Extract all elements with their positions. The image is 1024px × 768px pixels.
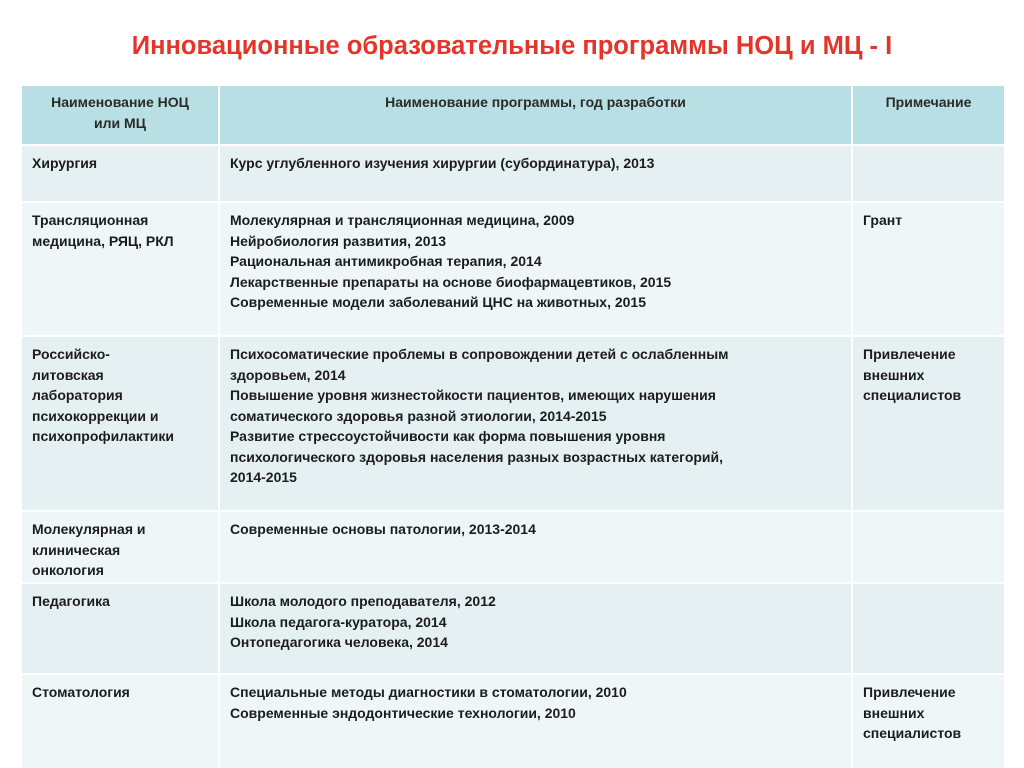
cell-programs xyxy=(219,202,852,336)
header-line: Примечание xyxy=(885,94,972,110)
cell-line: психопрофилактики xyxy=(32,428,175,444)
cell-note xyxy=(852,145,1005,202)
cell-programs xyxy=(219,674,852,768)
cell-center-name xyxy=(21,511,219,583)
cell-line: Хирургия xyxy=(32,155,98,171)
cell-line: специалистов xyxy=(863,387,962,403)
cell-line: Повышение уровня жизнестойкости пациентов, имеющих нарушения xyxy=(230,387,716,403)
header-center-name xyxy=(21,85,219,145)
cell-line: Нейробиология развития, 2013 xyxy=(230,232,447,249)
cell-line: психологического здоровья населения разных возрастных категорий, xyxy=(230,448,724,465)
cell-center-name xyxy=(21,674,219,768)
header-line: Наименование программы, год разработки xyxy=(385,94,686,110)
cell-line: внешних xyxy=(863,366,925,383)
cell-line: лаборатория xyxy=(32,387,123,403)
cell-note xyxy=(852,674,1005,768)
cell-line: Школа молодого преподавателя, 2012 xyxy=(230,593,496,609)
cell-line: Российско- xyxy=(32,346,110,362)
cell-line: Курс углубленного изучения хирургии (субординатура), 2013 xyxy=(230,155,655,171)
cell-line: специалистов xyxy=(863,725,962,741)
cell-note xyxy=(852,202,1005,336)
cell-line: Лекарственные препараты на основе биофармацевтиков, 2015 xyxy=(230,273,672,290)
table-row xyxy=(21,583,1005,674)
cell-center-name xyxy=(21,583,219,674)
cell-line: Педагогика xyxy=(32,593,110,609)
cell-line: Молекулярная и трансляционная медицина, 2009 xyxy=(230,212,575,228)
cell-line: Онтопедагогика человека, 2014 xyxy=(230,634,448,650)
cell-line: Стоматология xyxy=(32,684,130,700)
header-line: или МЦ xyxy=(94,115,146,131)
cell-programs xyxy=(219,336,852,511)
cell-line: Рациональная антимикробная терапия, 2014 xyxy=(230,253,542,269)
cell-line: Привлечение xyxy=(863,684,956,700)
cell-line: клиническая xyxy=(32,541,121,558)
cell-center-name xyxy=(21,336,219,511)
table-row xyxy=(21,145,1005,202)
cell-line: Школа педагога-куратора, 2014 xyxy=(230,613,447,630)
cell-programs xyxy=(219,583,852,674)
cell-programs xyxy=(219,511,852,583)
page-title: Инновационные образовательные программы НОЦ и МЦ - I xyxy=(131,32,893,60)
cell-line: Развитие стрессоустойчивости как форма повышения уровня xyxy=(230,428,666,444)
cell-line: Современные эндодонтические технологии, 2010 xyxy=(230,704,576,721)
programs-table xyxy=(20,84,1006,768)
cell-line: Современные модели заболеваний ЦНС на животных, 2015 xyxy=(230,294,646,310)
cell-center-name xyxy=(21,145,219,202)
cell-line: внешних xyxy=(863,704,925,721)
cell-line: здоровьем, 2014 xyxy=(230,366,346,383)
header-note xyxy=(852,85,1005,145)
cell-line: Психосоматические проблемы в сопровождении детей с ослабленным xyxy=(230,346,729,362)
table-row xyxy=(21,202,1005,336)
cell-note xyxy=(852,511,1005,583)
cell-line: Трансляционная xyxy=(32,212,149,228)
table-row xyxy=(21,511,1005,583)
cell-line: онкология xyxy=(32,562,104,578)
cell-line: 2014-2015 xyxy=(230,469,297,485)
table-header-row xyxy=(21,85,1005,145)
cell-line: Современные основы патологии, 2013-2014 xyxy=(230,521,536,537)
cell-line: психокоррекции и xyxy=(32,407,159,424)
cell-center-name xyxy=(21,202,219,336)
table-row xyxy=(21,674,1005,768)
header-line: Наименование НОЦ xyxy=(51,94,189,110)
cell-programs xyxy=(219,145,852,202)
cell-note xyxy=(852,336,1005,511)
cell-line: Грант xyxy=(863,212,903,228)
cell-line: литовская xyxy=(32,366,104,383)
cell-line: медицина, РЯЦ, РКЛ xyxy=(32,232,174,249)
cell-line: Специальные методы диагностики в стоматологии, 2010 xyxy=(230,684,627,700)
table-row xyxy=(21,336,1005,511)
cell-line: соматического здоровья разной этиологии, 2014-2015 xyxy=(230,407,607,424)
cell-line: Привлечение xyxy=(863,346,956,362)
cell-line: Молекулярная и xyxy=(32,521,146,537)
cell-note xyxy=(852,583,1005,674)
header-program-name xyxy=(219,85,852,145)
